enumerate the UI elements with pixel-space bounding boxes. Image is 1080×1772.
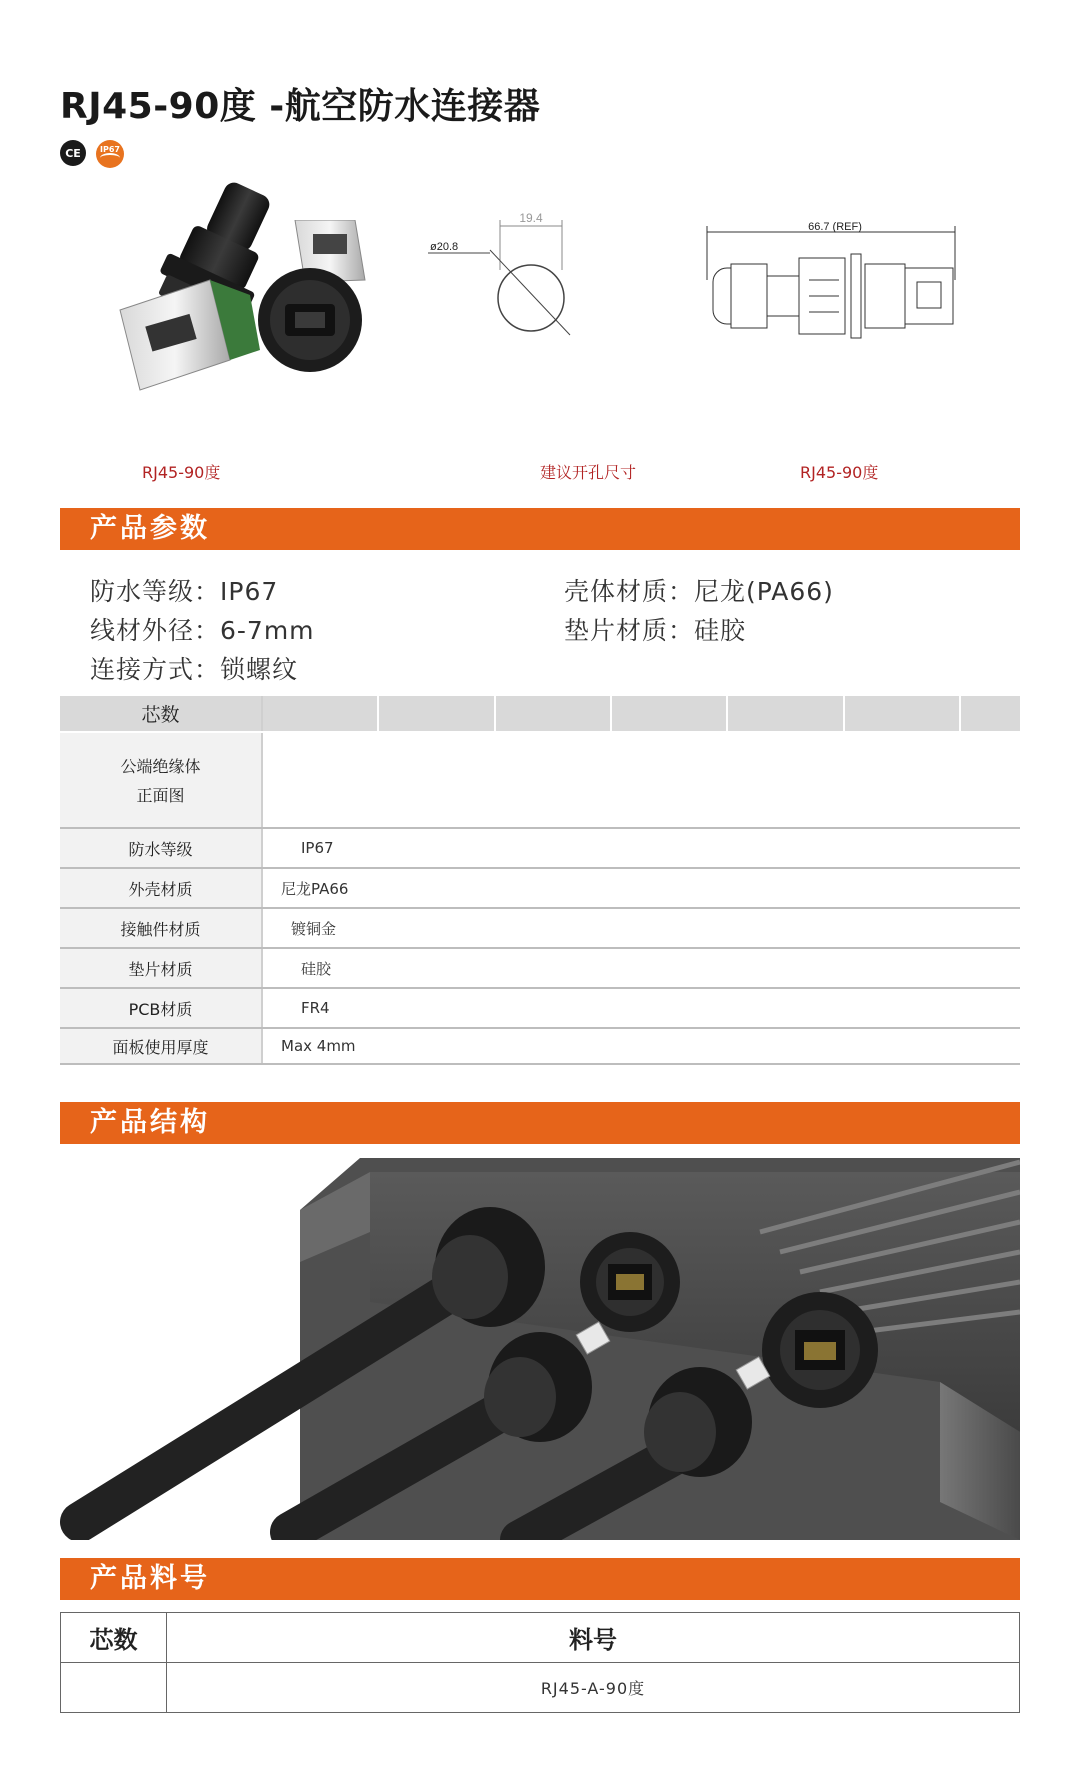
- core-count-label: 芯数: [60, 696, 262, 732]
- core-cell: [727, 696, 843, 732]
- param-waterproof: 防水等级：IP67: [90, 577, 279, 606]
- spec-row-value: FR4: [262, 988, 1020, 1028]
- part-head-number: 料号: [167, 1613, 1020, 1663]
- core-cell: [262, 696, 378, 732]
- param-gasket: 垫片材质：硅胶: [564, 616, 747, 645]
- spec-row: [60, 828, 1020, 868]
- spec-row: [60, 908, 1020, 948]
- spec-row-value: Max 4mm: [262, 1028, 1020, 1064]
- spec-row-value: IP67: [262, 828, 1020, 868]
- part-row-number: RJ45-A-90度: [167, 1663, 1020, 1713]
- param-wire-od: 线材外径：6-7mm: [90, 616, 315, 645]
- spec-row-label: 面板使用厚度: [60, 1028, 262, 1064]
- part-table-row: [61, 1663, 1020, 1713]
- spec-row: [60, 868, 1020, 908]
- part-table-header: [61, 1613, 1020, 1663]
- hole-diameter-label: ø20.8: [430, 241, 459, 253]
- spec-core-row: [60, 696, 1020, 732]
- core-cell: [495, 696, 611, 732]
- ip67-badge-icon: IP67: [96, 140, 124, 168]
- structure-illustration: [60, 1152, 1020, 1540]
- core-cell: [611, 696, 727, 732]
- hole-width-label: 19.4: [519, 211, 543, 225]
- product-figures: [60, 180, 1020, 480]
- caption-cutout: 建议开孔尺寸: [540, 463, 637, 482]
- spec-row: [60, 988, 1020, 1028]
- caption-side-view: RJ45-90度: [800, 463, 879, 482]
- side-length-label: 66.7 (REF): [808, 221, 862, 233]
- param-shell: 壳体材质：尼龙(PA66): [564, 577, 834, 606]
- front-view-label: [60, 732, 262, 828]
- part-number-table: [60, 1612, 1020, 1713]
- spec-row-label: 接触件材质: [60, 908, 262, 948]
- section-structure-header: 产品结构: [60, 1102, 1020, 1144]
- spec-row-label: PCB材质: [60, 988, 262, 1028]
- part-row-core: [61, 1663, 167, 1713]
- connector-photo-2: [255, 220, 375, 380]
- section-params-header: 产品参数: [60, 508, 1020, 550]
- spec-table: [60, 696, 1020, 1065]
- spec-row-value: 镀铜金: [262, 908, 1020, 948]
- spec-row-label: 外壳材质: [60, 868, 262, 908]
- front-view-label-line2: 正面图: [136, 786, 185, 805]
- spec-row: [60, 1028, 1020, 1064]
- caption-product-photo: RJ45-90度: [142, 463, 221, 482]
- spec-row: [60, 948, 1020, 988]
- spec-front-view-row: [60, 732, 1020, 828]
- spec-row-label: 垫片材质: [60, 948, 262, 988]
- certification-badges: [60, 140, 124, 168]
- core-cell: [378, 696, 494, 732]
- front-view-cell: [262, 732, 1020, 828]
- section-part-number-header: 产品料号: [60, 1558, 1020, 1600]
- core-cell: [960, 696, 1020, 732]
- part-head-core: 芯数: [61, 1613, 167, 1663]
- spec-row-value: 尼龙PA66: [262, 868, 1020, 908]
- page-title: RJ45-90度 -航空防水连接器: [60, 86, 541, 127]
- spec-row-value: 硅胶: [262, 948, 1020, 988]
- param-connection: 连接方式：锁螺纹: [90, 655, 299, 684]
- panel-cutout-drawing: [420, 210, 600, 350]
- core-cell: [844, 696, 960, 732]
- structure-photo: [60, 1152, 1020, 1540]
- front-view-label-line1: 公端绝缘体: [120, 757, 201, 776]
- spec-row-label: 防水等级: [60, 828, 262, 868]
- side-view-drawing: [705, 220, 960, 360]
- ce-mark-icon: CE: [60, 140, 86, 166]
